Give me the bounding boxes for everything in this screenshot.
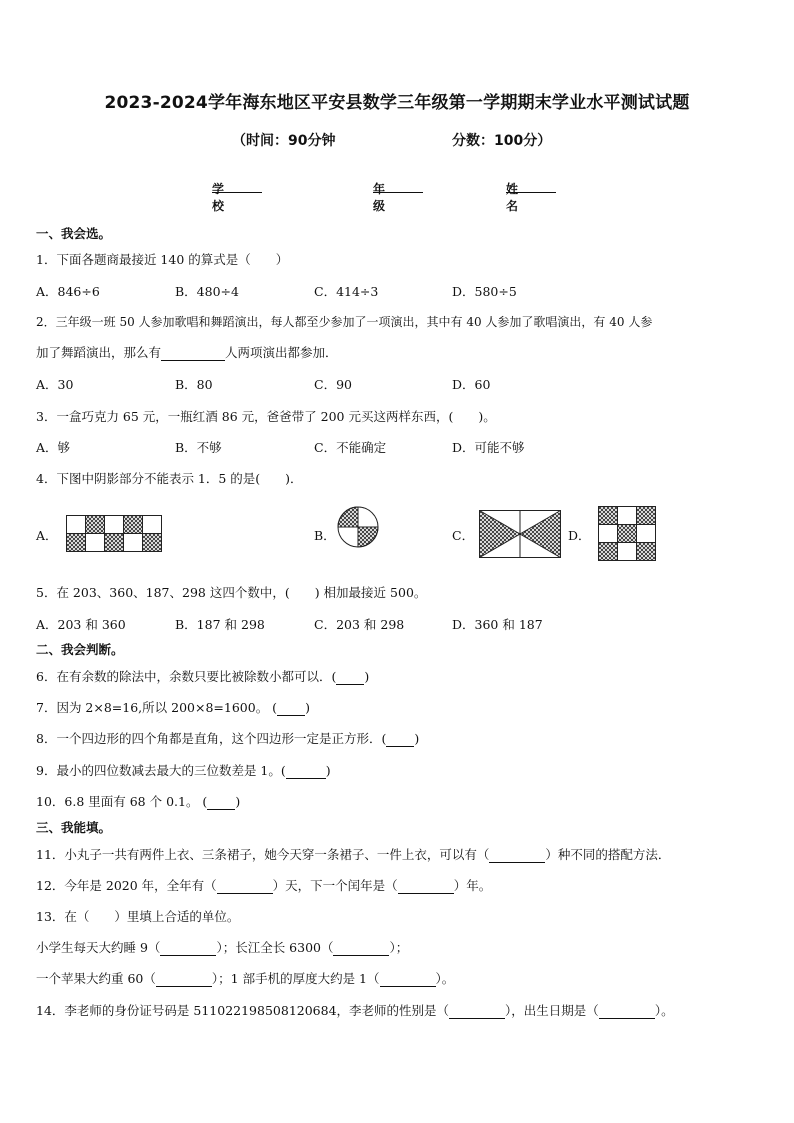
q14-blank-gender[interactable]: [449, 1006, 505, 1019]
q4-option-d[interactable]: D．: [568, 528, 591, 543]
q3-option-d[interactable]: D．可能不够: [452, 440, 525, 455]
q2-option-c[interactable]: C．90: [314, 377, 352, 392]
q14-blank-birthdate[interactable]: [599, 1006, 655, 1019]
question-1: 1．下面各题商最接近 140 的算式是（ ）: [36, 252, 289, 267]
q3-option-b[interactable]: B．不够: [175, 440, 222, 455]
question-11: 11．小丸子一共有两件上衣、三条裙子，她今天穿一条裙子、一件上衣，可以有（ ）种不同的搭配方法．: [36, 847, 671, 862]
q5-option-a[interactable]: A．203 和 360: [36, 617, 126, 632]
q4-option-b[interactable]: B．: [314, 528, 336, 543]
question-13-line2: 一个苹果大约重 60（ ）；1 部手机的厚度大约是 1（ ）。: [36, 971, 455, 986]
q1-option-c[interactable]: C．414÷3: [314, 284, 379, 299]
q13-blank-river[interactable]: [333, 943, 389, 956]
school-label: 学校: [212, 182, 225, 213]
q11-answer-blank[interactable]: [489, 850, 545, 863]
q1-option-d[interactable]: D．580÷5: [452, 284, 517, 299]
q1-option-b[interactable]: B．480÷4: [175, 284, 239, 299]
q13-blank-phone[interactable]: [380, 974, 436, 987]
section-fill: 三、我能填。: [36, 820, 112, 835]
q3-option-c[interactable]: C．不能确定: [314, 440, 387, 455]
question-4: 4．下图中阴影部分不能表示 1．5 的是( )．: [36, 471, 303, 486]
q3-option-a[interactable]: A．够: [36, 440, 71, 455]
q10-answer-blank[interactable]: [207, 797, 235, 810]
q13-blank-sleep[interactable]: [160, 943, 216, 956]
q9-answer-blank[interactable]: [286, 766, 326, 779]
section-choice: 一、我会选。: [36, 226, 112, 241]
q4-figure-a: [66, 515, 162, 553]
question-3: 3．一盒巧克力 65 元，一瓶红酒 86 元，爸爸带了 200 元买这两样东西，( )。: [36, 409, 496, 424]
q12-answer-blank-1[interactable]: [217, 881, 273, 894]
q4-option-c[interactable]: C．: [452, 528, 475, 543]
grade-label: 年级: [373, 182, 386, 213]
q1-option-a[interactable]: A．846÷6: [36, 284, 100, 299]
q8-answer-blank[interactable]: [386, 734, 414, 747]
question-9: 9．最小的四位数减去最大的三位数差是 1。( ): [36, 763, 331, 778]
q5-option-b[interactable]: B．187 和 298: [175, 617, 265, 632]
question-5: 5．在 203、360、187、298 这四个数中，( ) 相加最接近 500。: [36, 585, 427, 600]
time-label: （时间：90分钟: [232, 133, 336, 149]
q13-blank-apple[interactable]: [156, 974, 212, 987]
question-6: 6．在有余数的除法中，余数只要比被除数小都可以．( ): [36, 669, 370, 684]
name-label: 姓名: [506, 182, 519, 213]
question-2-line2: 加了舞蹈演出，那么有 人两项演出都参加．: [36, 345, 338, 360]
question-2-line1: 2．三年级一班 50 人参加歌唱和舞蹈演出，每人都至少参加了一项演出，其中有 40 人参加了歌唱演出，有 40 人参: [36, 315, 653, 329]
section-judge: 二、我会判断。: [36, 642, 124, 657]
q6-answer-blank[interactable]: [336, 672, 364, 685]
question-12: 12．今年是 2020 年，全年有（ ）天，下一个闰年是（ ）年。: [36, 878, 492, 893]
question-8: 8．一个四边形的四个角都是直角，这个四边形一定是正方形．( ): [36, 731, 420, 746]
q4-figure-c: [479, 510, 561, 558]
q4-figure-d: [598, 506, 658, 562]
q4-figure-b: [337, 506, 379, 548]
question-14: 14．李老师的身份证号码是 511022198508120684，李老师的性别是（ ），出生日期是（ ）。: [36, 1003, 674, 1018]
q5-option-d[interactable]: D．360 和 187: [452, 617, 543, 632]
q12-answer-blank-2[interactable]: [398, 881, 454, 894]
q4-option-a[interactable]: A．: [36, 528, 58, 543]
q7-answer-blank[interactable]: [277, 703, 305, 716]
exam-title: 2023-2024学年海东地区平安县数学三年级第一学期期末学业水平测试试题: [104, 93, 690, 113]
q2-option-a[interactable]: A．30: [36, 377, 74, 392]
q2-option-d[interactable]: D．60: [452, 377, 491, 392]
q5-option-c[interactable]: C．203 和 298: [314, 617, 405, 632]
question-7: 7．因为 2×8=16,所以 200×8=1600。 ( ): [36, 700, 310, 715]
q2-option-b[interactable]: B．80: [175, 377, 213, 392]
question-13-line1: 小学生每天大约睡 9（ ）；长江全长 6300（ ）；: [36, 940, 409, 955]
q2-answer-blank[interactable]: [161, 348, 225, 361]
score-label: 分数：100分）: [452, 133, 552, 149]
question-13: 13．在（ ）里填上合适的单位。: [36, 909, 240, 924]
question-10: 10．6.8 里面有 68 个 0.1。 ( ): [36, 794, 241, 809]
